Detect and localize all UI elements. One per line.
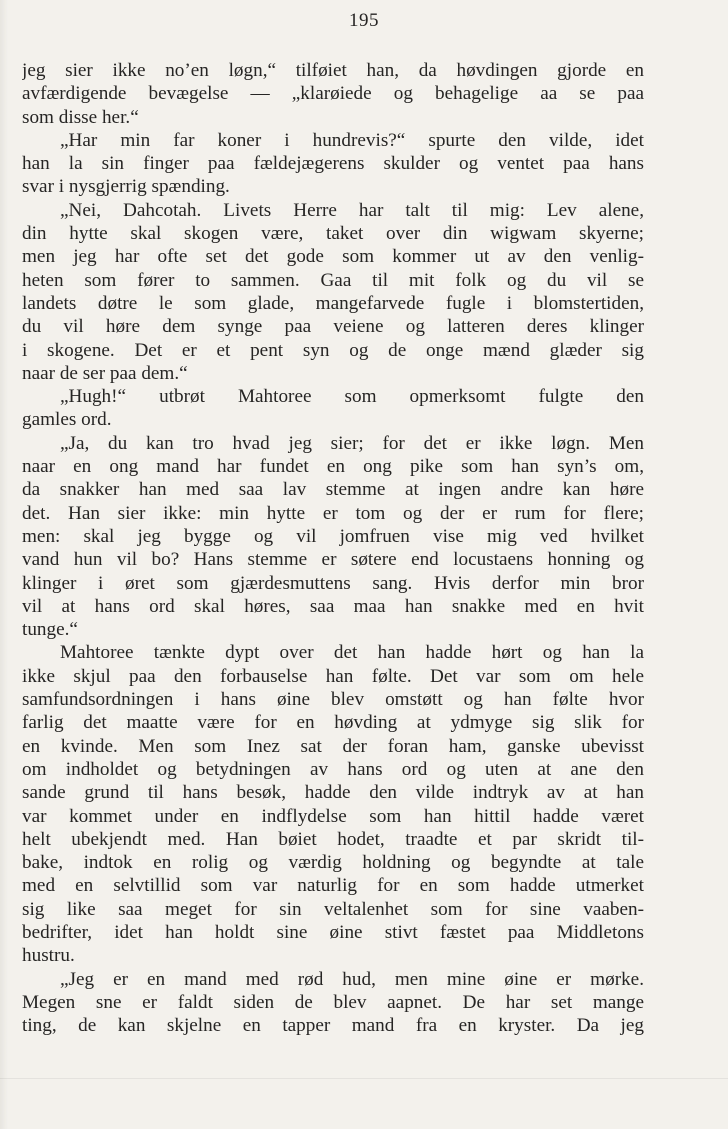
text-line: sig like saa meget for sin veltalenhet som for sine vaaben- <box>22 898 644 920</box>
page-edge-shadow <box>0 0 8 1129</box>
text-line: din hytte skal skogen være, taket over din wigwam skyerne; <box>22 223 644 245</box>
text-line: vil at hans ord skal høres, saa maa han snakke med en hvit <box>22 595 644 617</box>
text-line: klinger i øret som gjærdesmuttens sang. Hvis derfor min bror <box>22 572 644 594</box>
text-line: om indholdet og betydningen av hans ord og uten at ane den <box>22 758 644 780</box>
text-line: i skogene. Det er et pent syn og de onge mænd glæder sig <box>22 339 644 361</box>
text-line: „Nei, Dahcotah. Livets Herre har talt til mig: Lev alene, <box>60 199 644 221</box>
text-line: var kommet under en indflydelse som han hittil hadde været <box>22 805 644 827</box>
text-line: hustru. <box>22 945 75 967</box>
body-text <box>22 59 644 1037</box>
text-line: svar i nysgjerrig spænding. <box>22 176 230 198</box>
text-line: en kvinde. Men som Inez sat der foran ham, ganske ubevisst <box>22 735 644 757</box>
text-line: vand hun vil bo? Hans stemme er søtere end locustaens honning og <box>22 549 644 571</box>
text-line: landets døtre le som glade, mangefarvede fugle i blomstertiden, <box>22 292 644 314</box>
text-line: Mahtoree tænkte dypt over det han hadde hørt og han la <box>60 642 644 664</box>
text-line: han la sin finger paa fældejægerens skulder og ventet paa hans <box>22 153 644 175</box>
text-line: men jeg har ofte set det gode som kommer ut av den venlig- <box>22 246 644 268</box>
text-line: Megen sne er faldt siden de blev aapnet. De har set mange <box>22 991 644 1013</box>
text-line: samfundsordningen i hans øine blev omstøtt og han følte hvor <box>22 689 644 711</box>
text-line: „Hugh!“ utbrøt Mahtoree som opmerksomt fulgte den <box>60 386 644 408</box>
text-line: du vil høre dem synge paa veiene og latteren deres klinger <box>22 316 644 338</box>
text-line: „Jeg er en mand med rød hud, men mine øine er mørke. <box>60 968 644 990</box>
text-line: med en selvtillid som var naturlig for en som hadde utmerket <box>22 875 644 897</box>
text-line: men: skal jeg bygge og vil jomfruen vise mig ved hvilket <box>22 525 644 547</box>
text-line: bedrifter, idet han holdt sine øine stivt fæstet paa Middletons <box>22 921 644 943</box>
text-line: naar en ong mand har fundet en ong pike som han syn’s om, <box>22 456 644 478</box>
text-line: da snakker han med saa lav stemme at ingen andre kan høre <box>22 479 644 501</box>
page-bottom-edge <box>0 1078 728 1079</box>
text-line: helt ubekjendt med. Han bøiet hodet, traadte et par skridt til- <box>22 828 644 850</box>
text-line: sande grund til hans besøk, hadde den vilde indtryk av at han <box>22 782 644 804</box>
text-line: gamles ord. <box>22 409 112 431</box>
text-line: som disse her.“ <box>22 106 139 128</box>
text-line: avfærdigende bevægelse — „klarøiede og behagelige aa se paa <box>22 83 644 105</box>
text-line: bake, indtok en rolig og værdig holdning og begyndte at tale <box>22 852 644 874</box>
text-line: ting, de kan skjelne en tapper mand fra en kryster. Da jeg <box>22 1015 644 1037</box>
page-number: 195 <box>349 10 379 31</box>
text-line: ikke skjul paa den forbauselse han følte. Det var som om hele <box>22 665 644 687</box>
text-line: farlig det maatte være for en høvding at ydmyge sig slik for <box>22 712 644 734</box>
text-line: „Har min far koner i hundrevis?“ spurte den vilde, idet <box>60 129 644 151</box>
text-line: „Ja, du kan tro hvad jeg sier; for det er ikke løgn. Men <box>60 432 644 454</box>
text-line: tunge.“ <box>22 619 78 641</box>
text-line: heten som fører to sammen. Gaa til mit folk og du vil se <box>22 269 644 291</box>
text-line: naar de ser paa dem.“ <box>22 362 188 384</box>
text-line: jeg sier ikke no’en løgn,“ tilføiet han, da høvdingen gjorde en <box>22 60 644 81</box>
text-line: det. Han sier ikke: min hytte er tom og der er rum for flere; <box>22 502 644 524</box>
